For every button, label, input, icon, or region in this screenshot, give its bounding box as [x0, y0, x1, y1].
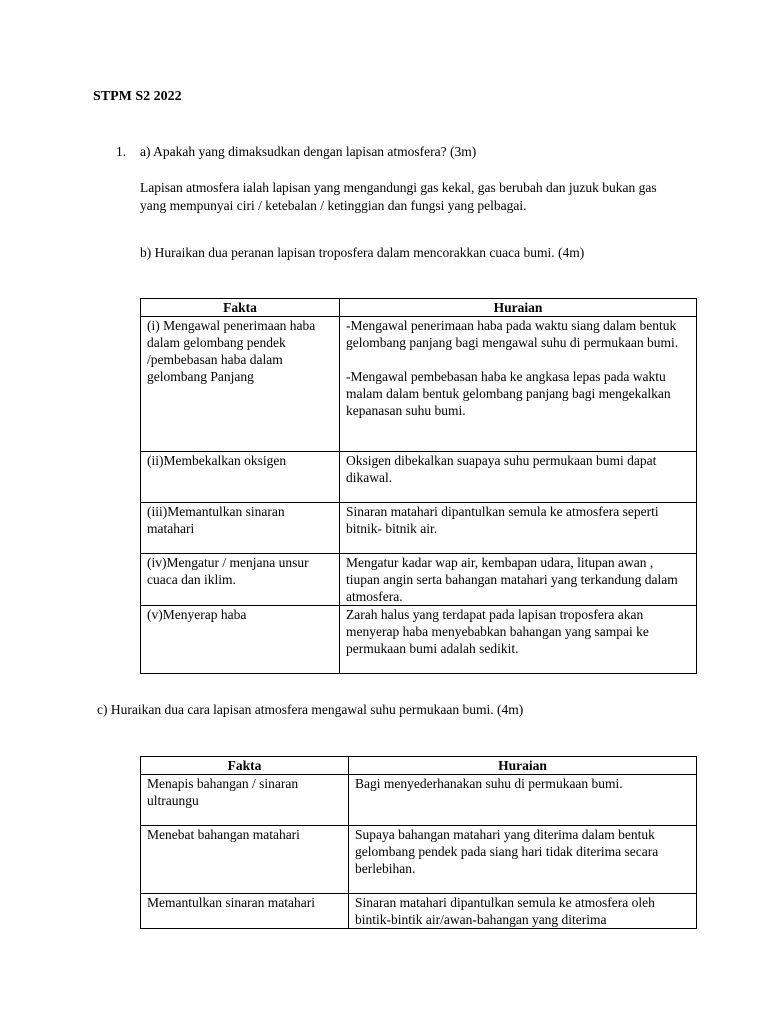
huraian-cell: Supaya bahangan matahari yang diterima dalam bentuk gelombang pendek pada siang hari tidak diterima secara berlebihan.: [349, 826, 697, 894]
document-title: STPM S2 2022: [93, 89, 182, 104]
table-row: [141, 554, 697, 606]
huraian-cell: Sinaran matahari dipantulkan semula ke atmosfera seperti bitnik- bitnik air.: [340, 503, 697, 554]
fakta-cell: (ii)Membekalkan oksigen: [141, 452, 340, 503]
fakta-cell: (i) Mengawal penerimaan haba dalam gelombang pendek /pembebasan haba dalam gelombang Panjang: [141, 317, 340, 452]
huraian-cell: [340, 317, 697, 452]
table-row: [141, 606, 697, 674]
huraian-cell: Oksigen dibekalkan suapaya suhu permukaan bumi dapat dikawal.: [340, 452, 697, 503]
header-fakta: Fakta: [141, 757, 349, 775]
huraian-cell: Bagi menyederhanakan suhu di permukaan bumi.: [349, 775, 697, 826]
table-header-row: [141, 299, 697, 317]
question-1c: c) Huraikan dua cara lapisan atmosfera mengawal suhu permukaan bumi. (4m): [97, 702, 524, 717]
question-number: 1.: [116, 144, 127, 159]
fakta-cell: Memantulkan sinaran matahari: [141, 894, 349, 929]
table-row: [141, 775, 697, 826]
table-row: [141, 826, 697, 894]
table-row: [141, 452, 697, 503]
fakta-cell: (iv)Mengatur / menjana unsur cuaca dan iklim.: [141, 554, 340, 606]
table-row: [141, 317, 697, 452]
huraian-cell: Sinaran matahari dipantulkan semula ke atmosfera oleh bintik-bintik air/awan-bahangan yang diterima: [349, 894, 697, 929]
table-1b: [140, 298, 697, 674]
fakta-cell: (v)Menyerap haba: [141, 606, 340, 674]
huraian-cell: Mengatur kadar wap air, kembapan udara, litupan awan , tiupan angin serta bahangan matahari yang terkandung dalam atmosfera.: [340, 554, 697, 606]
header-huraian: Huraian: [340, 299, 697, 317]
answer-1a: Lapisan atmosfera ialah lapisan yang mengandungi gas kekal, gas berubah dan juzuk bukan gas yang mempunyai ciri / ketebalan / ketinggian dan fungsi yang pelbagai.: [140, 180, 657, 213]
header-huraian: Huraian: [349, 757, 697, 775]
huraian-cell: Zarah halus yang terdapat pada lapisan troposfera akan menyerap haba menyebabkan bahangan yang sampai ke permukaan bumi adalah sedikit.: [340, 606, 697, 674]
fakta-cell: (iii)Memantulkan sinaran matahari: [141, 503, 340, 554]
table-row: [141, 894, 697, 929]
table-1c: [140, 756, 697, 929]
question-1b: b) Huraikan dua peranan lapisan troposfera dalam mencorakkan cuaca bumi. (4m): [140, 245, 585, 260]
question-1a: a) Apakah yang dimaksudkan dengan lapisan atmosfera? (3m): [140, 144, 477, 159]
table-row: [141, 503, 697, 554]
fakta-cell: Menebat bahangan matahari: [141, 826, 349, 894]
header-fakta: Fakta: [141, 299, 340, 317]
huraian-paragraph: -Mengawal penerimaan haba pada waktu siang dalam bentuk gelombang panjang bagi mengawal suhu di permukaan bumi.: [346, 318, 679, 350]
table-header-row: [141, 757, 697, 775]
fakta-cell: Menapis bahangan / sinaran ultraungu: [141, 775, 349, 826]
huraian-paragraph: -Mengawal pembebasan haba ke angkasa lepas pada waktu malam dalam bentuk gelombang panjang bagi mengekalkan kepanasan suhu bumi.: [346, 369, 671, 418]
